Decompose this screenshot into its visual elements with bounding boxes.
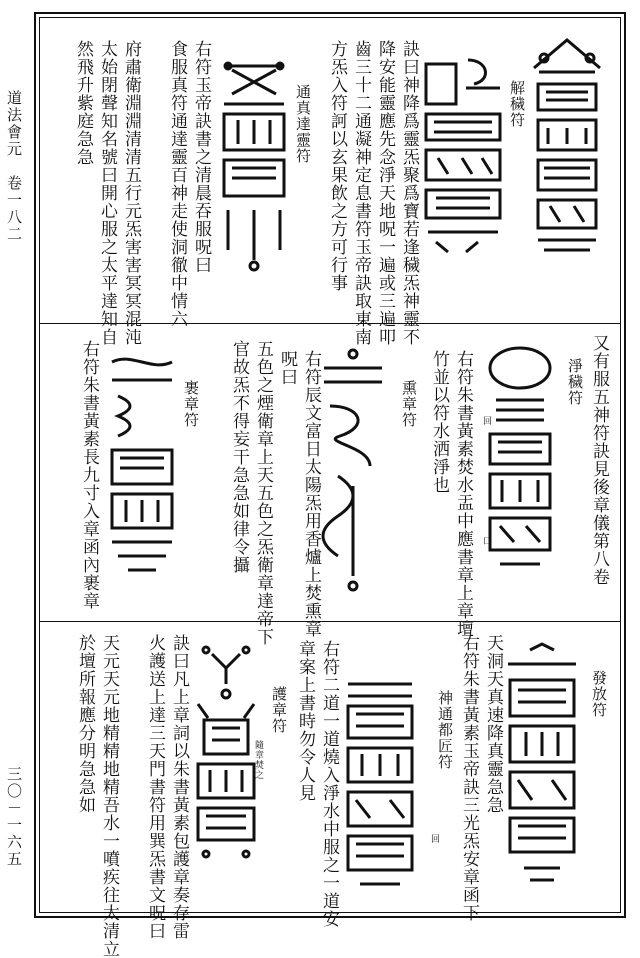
margin-page-number: 三〇－一六五 [5, 766, 23, 868]
talisman-huzhang-image [192, 640, 260, 870]
talisman-jinghui-image [480, 340, 560, 586]
s1-text-c: 齒三十二通凝神定息書符玉帝訣取東南 [351, 40, 371, 346]
s3-text-e: 章案上書時勿令人見 [295, 640, 315, 802]
s1-text-f: 食服真符通達靈百神走使洞徹中情六 [167, 40, 187, 328]
s3-text-h: 天元天元地精精地精吾水一噴疾往太清立 [99, 634, 119, 958]
talisman-fafang-image [500, 640, 584, 896]
talisman-shentong-image [340, 670, 420, 900]
s2-text-d: 呪曰 [277, 350, 297, 386]
talisman8-note: 隨章焚之 [253, 740, 263, 780]
s1-text-d: 方炁入符訶以玄果飲之方可行事 [327, 40, 347, 292]
talisman-jiehui-image [524, 28, 610, 262]
s2-text-a: 右符朱書黃素焚水盂中應書章上章壇 [453, 350, 473, 638]
s1-text-a: 訣曰神降爲靈炁聚爲寶若逢穢炁神靈不 [399, 40, 419, 346]
s3-text-i: 於壇所報應分明急急如 [75, 634, 95, 814]
s3-text-b: 右符朱書黃素玉帝訣三光炁安章函下 [459, 634, 479, 922]
talisman3-title: 淨穢符 [566, 358, 584, 406]
s1-text-b: 降安能靈應先念淨天地呪一遍或三遍叩 [375, 40, 395, 346]
t3-note-b: 口 [481, 536, 491, 546]
margin-title: 道法會元 卷一八二 [5, 90, 23, 243]
t3-note-a: 回 [481, 416, 491, 426]
s3-text-f: 訣曰凡上章詞以朱書黃素包護章奏存雷 [169, 634, 189, 940]
s1-text-i: 然飛升紫庭急急 [73, 40, 93, 166]
s2-text-e: 五色之煙衛章上天五色之炁衛章達帝下 [253, 340, 273, 646]
s2-text-c: 右符辰文富日太陽炁用香爐上焚熏章 [301, 350, 321, 638]
s2-text-g: 右符朱書黃素長九寸入章函內裹章 [79, 340, 99, 610]
s1-text-g: 府肅衛淵淵清清五行元炁害害冥冥混沌 [121, 40, 141, 346]
talisman2-title: 通真達靈符 [294, 84, 312, 164]
s2-header: 又有服五神符訣見後章儀第八卷 [589, 334, 609, 586]
talisman-guozhang-image [104, 346, 180, 586]
talisman-jiehui-detail-image [418, 52, 508, 256]
s2-text-b: 竹並以符水洒淨也 [429, 350, 449, 494]
s3-text-g: 火護送上達三天門書符用巽炁書文呪曰 [145, 634, 165, 940]
s3-text-a: 天洞天真速降真靈急急 [483, 634, 503, 814]
s3-text-c: 神通都匠符 [436, 690, 454, 770]
talisman6-title: 發放符 [590, 670, 608, 718]
talisman1-title: 解穢符 [508, 80, 526, 128]
talisman8-title: 護章符 [270, 686, 288, 734]
s1-text-h: 太始閉聲知名號曰開心服之太平達知自 [97, 40, 117, 346]
s3-text-d: 右符二道一道燒入淨水中服之一道安 [319, 640, 339, 928]
t7-note: 回 [429, 834, 439, 844]
talisman-tongzhen-image [218, 54, 290, 274]
talisman-xunzhang-image [318, 346, 388, 596]
s1-text-e: 右符玉帝訣書之清晨吞服呪曰 [191, 40, 211, 274]
talisman4-title: 熏章符 [400, 380, 418, 428]
s2-text-f: 官故炁不得妄干急急如律令攝 [229, 340, 249, 574]
talisman5-title: 裹章符 [182, 380, 200, 428]
section-divider-2 [40, 621, 620, 622]
